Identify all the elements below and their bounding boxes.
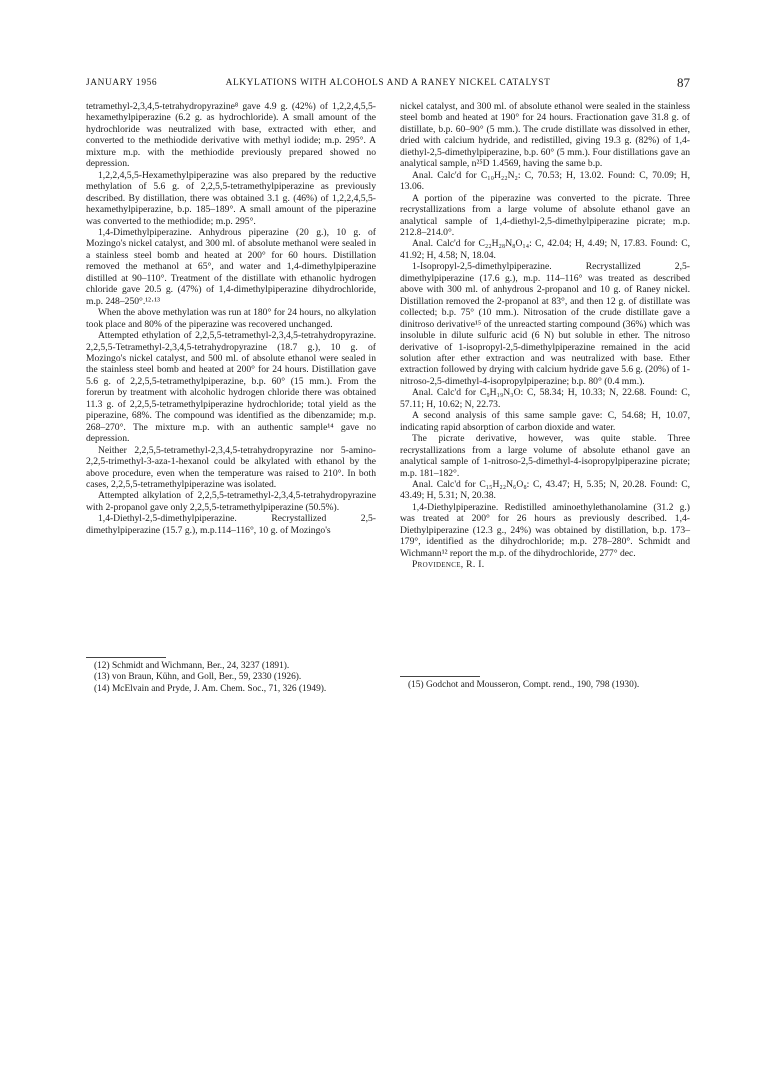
left-column [86,101,376,536]
footnotes-right [400,680,690,691]
footnote: (12) Schmidt and Wichmann, Ber., 24, 3237 (1891). [94,661,290,671]
footnote-rule [400,676,480,677]
footnote: (15) Godchot and Mousseron, Compt. rend., 190, 798 (1930). [408,680,640,690]
paragraph: 1,4-Dimethylpiperazine. Anhydrous piperazine (20 g.), 10 g. of Mozingo's nickel catalyst, and 300 ml. of absolute methanol were sealed in a stainless steel bomb and heated at 200° for 60 hours. Distillation removed the methanol at 65°, and water and 1,4-dimethylpiperazine distilled at 90–110°. Treatment of the distillate with ethanolic hydrogen chloride gave 20.5 g. (47%) of 1,4-dimethylpiperazine dihydrochloride, m.p. 248–250°.¹²·¹³ [86,226,376,307]
footnotes-left [86,661,376,695]
paragraph: A second analysis of this same sample gave: C, 54.68; H, 10.07, indicating rapid absorption of carbon dioxide and water. [400,410,690,433]
paragraph: When the above methylation was run at 180° for 24 hours, no alkylation took place and 80% of the piperazine was recovered unchanged. [86,307,376,330]
footnote: (14) McElvain and Pryde, J. Am. Chem. Soc., 71, 326 (1949). [94,683,327,694]
footnote: (13) von Braun, Kühn, and Goll, Ber., 59, 2330 (1926). [94,672,302,683]
paragraph: tetramethyl-2,3,4,5-tetrahydropyrazine⁸ gave 4.9 g. (42%) of 1,2,2,4,5,5-hexamethylpiperazine (6.2 g. as hydrochloride). A small amount of the hydrochloride was neutralized with base, extracted with ether, and converted to the methiodide derivative with methyl iodide; m.p. 295°. A mixture m.p. with the methiodide previously prepared showed no depression. [86,101,376,170]
header-title: ALKYLATIONS WITH ALCOHOLS AND A RANEY NICKEL CATALYST [225,78,551,88]
header-date: JANUARY 1956 [86,78,158,88]
paragraph: The picrate derivative, however, was quite stable. Three recrystallizations from a large volume of absolute ethanol gave an analytical sample of 1-nitroso-2,5-dimethyl-4-isopropylpiperazine picrate; m.p. 181–182°. [400,433,690,479]
page-number: 87 [677,75,690,90]
paragraph: 1,4-Diethylpiperazine. Redistilled aminoethylethanolamine (31.2 g.) was treated at 200° for 26 hours as previously described. 1,4-Diethylpiperazine (12.3 g., 24%) was obtained by distillation, b.p. 173–179°, identified as the dihydrochloride; m.p. 278–280°. Schmidt and Wichmann¹² report the m.p. of the dihydrochloride, 277° dec. [400,501,690,559]
paragraph: A portion of the piperazine was converted to the picrate. Three recrystallizations from a large volume of absolute ethanol gave an analytical sample of 1,4-diethyl-2,5-dimethylpiperazine picrate; m.p. 212.8–214.0°. [400,192,690,238]
paragraph: Anal. Calc'd for C₂₂H₂₈N₈O₁₄: C, 42.04; H, 4.49; N, 17.83. Found: C, 41.92; H, 4.58; N, 18.04. [400,238,690,261]
right-column [400,101,690,571]
paragraph: Anal. Calc'd for C₁₀H₂₂N₂: C, 70.53; H, 13.02. Found: C, 70.09; H, 13.06. [400,169,690,193]
paragraph: Attempted alkylation of 2,2,5,5-tetramethyl-2,3,4,5-tetrahydropyrazine with 2-propanol gave only 2,2,5,5-tetramethylpiperazine (50.5%). [86,490,376,513]
paragraph: 1-Isopropyl-2,5-dimethylpiperazine. Recrystallized 2,5-dimethylpiperazine (17.6 g.), m.p. 114–116° was treated as described above with 300 ml. of anhydrous 2-propanol and 10 g. of Raney nickel. Distillation removed the 2-propanol at 83°, and then 12 g. of distillate was collected; b.p. 75° (10 mm.). Nitrosation of the crude distillate gave a dinitroso derivative¹⁵ of the unreacted starting compound (36%) which was insoluble in dilute sulfuric acid (6 N) but soluble in ether. The nitroso derivative of 1-isopropyl-2,5-dimethylpiperazine remained in the acid solution after ether extraction and was neutralized with base. Ether extraction followed by drying with calcium hydride gave 5.6 g. (20%) of 1-nitroso-2,5-dimethyl-4-isopropylpiperazine; b.p. 80° (0.4 mm.). [400,261,690,387]
paragraph: Neither 2,2,5,5-tetramethyl-2,3,4,5-tetrahydropyrazine nor 5-amino-2,2,5-trimethyl-3-aza-1-hexanol could be alkylated with ethanol by the above procedure, even when the temperature was raised to 210°. In both cases, 2,2,5,5-tetramethylpiperazine was isolated. [86,444,376,490]
paragraph: 1,2,2,4,5,5-Hexamethylpiperazine was also prepared by the reductive methylation of 5.6 g. of 2,2,5,5-tetramethylpiperazine as previously described. By distillation, there was obtained 3.1 g. (46%) of 1,2,2,4,5,5-hexamethylpiperazine, b.p. 185–189°. A small amount of the piperazine was converted to the methiodide; m.p. 295°. [86,169,376,227]
footnote-rule [86,657,166,658]
paragraph: Anal. Calc'd for C₁₅H₂₂N₆O₈: C, 43.47; H, 5.35; N, 20.28. Found: C, 43.49; H, 5.31; N, 20.38. [400,478,690,502]
paragraph: 1,4-Diethyl-2,5-dimethylpiperazine. Recrystallized 2,5-dimethylpiperazine (15.7 g.), m.p.114–116°, 10 g. of Mozingo's [86,513,376,536]
paragraph: Anal. Calc'd for C₉H₁₉N₃O: C, 58.34; H, 10.33; N, 22.68. Found: C, 57.11; H, 10.62; N, 22.73. [400,387,690,410]
paragraph: Attempted ethylation of 2,2,5,5-tetramethyl-2,3,4,5-tetrahydropyrazine. 2,2,5,5-Tetramethyl-2,3,4,5-tetrahydropyrazine (18.7 g.), 10 g. of Mozingo's nickel catalyst, and 500 ml. of absolute ethanol were sealed in the stainless steel bomb and heated at 200° for 24 hours. Distillation gave 5.6 g. of 2,2,5,5-tetramethylpiperazine, b.p. 60° (15 mm.). From the forerun by treatment with alcoholic hydrogen chloride there was obtained 11.3 g. of 2,2,5,5-tetramethylpiperazine hydrochloride; total yield as the piperazine, 68%. The compound was identified as the dibenzamide; m.p. 268–270°. The mixture m.p. with an authentic sample¹⁴ gave no depression. [86,330,376,445]
paragraph: nickel catalyst, and 300 ml. of absolute ethanol were sealed in the stainless steel bomb and heated at 190° for 24 hours. Fractionation gave 31.8 g. of distillate, b.p. 60–90° (5 mm.). The crude distillate was dissolved in ether, dried with calcium hydride, and redistilled, giving 19.3 g. (82%) of 1,4-diethyl-2,5-dimethylpiperazine, b.p. 60° (5 mm.). Four distillations gave an analytical sample, n²⁵D 1.4569, having the same b.p. [400,101,690,170]
place-line: Providence, R. I. [412,559,485,571]
running-head [86,75,690,92]
